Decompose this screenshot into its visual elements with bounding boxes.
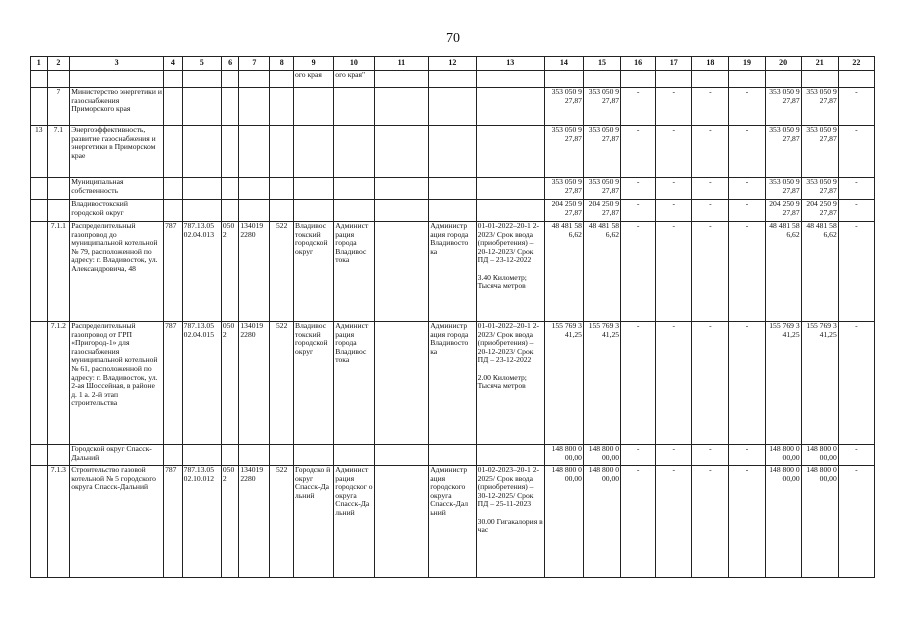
dash-cell: - xyxy=(729,445,765,466)
header-cell: 21 xyxy=(801,57,838,71)
amount-cell: 353 050 9 27,87 xyxy=(544,178,583,200)
table-cell: ого края xyxy=(294,71,334,88)
amount-cell: 148 800 0 00,00 xyxy=(801,445,838,466)
row-number: 7.1.3 xyxy=(47,466,70,578)
table-row xyxy=(31,222,875,322)
row-title: Распределительный газопровод от ГРП «Пригород-1» для газоснабжения муниципальной котельной № 61, расположенной по адресу: г. Владивосток, ул. 2-ая Шоссейная, в районе д. 1 а. 2-й этап строительства xyxy=(70,322,164,445)
dash-cell: - xyxy=(656,88,692,126)
amount-cell: 353 050 9 27,87 xyxy=(765,126,801,178)
row-title: Владивостокский городской округ xyxy=(70,200,164,222)
dash-cell: - xyxy=(729,126,765,178)
continuation-row xyxy=(31,71,875,88)
table-row xyxy=(31,178,875,200)
amount-cell: 204 250 9 27,87 xyxy=(801,200,838,222)
row-number: 7 xyxy=(47,88,70,126)
table-cell: 01-01-2022–20-1 2-2023/ Срок ввода (приобретения) – 20-12-2023/ Срок ПД – 23-12-2022 2.00 Километр; Тысяча метров xyxy=(476,322,544,445)
table-cell: 01-02-2023–20-1 2-2025/ Срок ввода (приобретения) – 30-12-2025/ Срок ПД – 25-11-2023 30.00 Гигакалория в час xyxy=(476,466,544,578)
table-cell: Администр ация города Владивосто ка xyxy=(429,322,476,445)
amount-cell: 353 050 9 27,87 xyxy=(765,178,801,200)
dash-cell: - xyxy=(838,466,874,578)
table-cell: Администр ация города Владивосто ка xyxy=(429,222,476,322)
dash-cell: - xyxy=(729,200,765,222)
dash-cell: - xyxy=(621,322,656,445)
amount-cell: 353 050 9 27,87 xyxy=(765,88,801,126)
amount-cell: 48 481 58 6,62 xyxy=(583,222,620,322)
header-cell: 16 xyxy=(621,57,656,71)
dash-cell: - xyxy=(656,126,692,178)
header-cell: 9 xyxy=(294,57,334,71)
dash-cell: - xyxy=(838,88,874,126)
row-title: Муниципальная собственность xyxy=(70,178,164,200)
row-number: 7.1.2 xyxy=(47,322,70,445)
dash-cell: - xyxy=(621,222,656,322)
table-cell: 787 xyxy=(164,466,183,578)
header-cell: 14 xyxy=(544,57,583,71)
header-cell: 2 xyxy=(47,57,70,71)
amount-cell: 155 769 3 41,25 xyxy=(801,322,838,445)
table-cell: 134019 2280 xyxy=(239,466,270,578)
amount-cell: 204 250 9 27,87 xyxy=(544,200,583,222)
row-title: Городской округ Спасск-Дальний xyxy=(70,445,164,466)
amount-cell: 148 800 0 00,00 xyxy=(544,466,583,578)
amount-cell: 353 050 9 27,87 xyxy=(583,88,620,126)
table-cell: 522 xyxy=(270,322,294,445)
header-cell: 10 xyxy=(334,57,374,71)
header-cell: 13 xyxy=(476,57,544,71)
header-cell: 1 xyxy=(31,57,48,71)
page-number: 70 xyxy=(446,31,460,46)
row-title: Строительство газовой котельной № 5 городского округа Спасск-Дальний xyxy=(70,466,164,578)
dash-cell: - xyxy=(838,200,874,222)
budget-table xyxy=(30,56,875,578)
dash-cell: - xyxy=(729,222,765,322)
dash-cell: - xyxy=(621,178,656,200)
header-cell: 11 xyxy=(374,57,429,71)
table-row xyxy=(31,322,875,445)
table-cell: 787.13.05 02.04.015 xyxy=(182,322,221,445)
table-row xyxy=(31,445,875,466)
dash-cell: - xyxy=(838,222,874,322)
table-cell: 134019 2280 xyxy=(239,322,270,445)
dash-cell: - xyxy=(692,126,729,178)
amount-cell: 155 769 3 41,25 xyxy=(583,322,620,445)
table-cell: Админист рация городског о округа Спасск-Да льний xyxy=(334,466,374,578)
table-cell: 01-01-2022–20-1 2-2023/ Срок ввода (приобретения) – 20-12-2023/ Срок ПД – 23-12-2022 3.40 Километр; Тысяча метров xyxy=(476,222,544,322)
dash-cell: - xyxy=(656,445,692,466)
dash-cell: - xyxy=(656,222,692,322)
amount-cell: 148 800 0 00,00 xyxy=(765,445,801,466)
header-cell: 18 xyxy=(692,57,729,71)
amount-cell: 48 481 58 6,62 xyxy=(801,222,838,322)
dash-cell: - xyxy=(656,200,692,222)
dash-cell: - xyxy=(621,126,656,178)
amount-cell: 353 050 9 27,87 xyxy=(583,178,620,200)
row-index: 13 xyxy=(31,126,48,178)
dash-cell: - xyxy=(656,178,692,200)
dash-cell: - xyxy=(729,178,765,200)
amount-cell: 353 050 9 27,87 xyxy=(544,126,583,178)
dash-cell: - xyxy=(729,322,765,445)
dash-cell: - xyxy=(838,126,874,178)
amount-cell: 353 050 9 27,87 xyxy=(583,126,620,178)
header-cell: 8 xyxy=(270,57,294,71)
amount-cell: 353 050 9 27,87 xyxy=(544,88,583,126)
dash-cell: - xyxy=(729,466,765,578)
header-cell: 5 xyxy=(182,57,221,71)
dash-cell: - xyxy=(621,445,656,466)
header-cell: 12 xyxy=(429,57,476,71)
table-cell: 787 xyxy=(164,322,183,445)
header-cell: 7 xyxy=(239,57,270,71)
table-cell: Владивос токский городской округ xyxy=(294,322,334,445)
dash-cell: - xyxy=(692,445,729,466)
header-cell: 19 xyxy=(729,57,765,71)
table-cell: 0502 xyxy=(221,322,239,445)
dash-cell: - xyxy=(692,322,729,445)
table-row xyxy=(31,126,875,178)
amount-cell: 353 050 9 27,87 xyxy=(801,126,838,178)
dash-cell: - xyxy=(621,466,656,578)
header-cell: 15 xyxy=(583,57,620,71)
dash-cell: - xyxy=(656,322,692,445)
table-cell: 522 xyxy=(270,466,294,578)
table-cell: 787 xyxy=(164,222,183,322)
header-cell: 4 xyxy=(164,57,183,71)
dash-cell: - xyxy=(838,445,874,466)
dash-cell: - xyxy=(838,322,874,445)
dash-cell: - xyxy=(838,178,874,200)
dash-cell: - xyxy=(656,466,692,578)
dash-cell: - xyxy=(692,88,729,126)
table-cell: Городско й округ Спасск-Да льний xyxy=(294,466,334,578)
table-cell: Администр ация городского округа Спасск-Дал ьний xyxy=(429,466,476,578)
amount-cell: 48 481 58 6,62 xyxy=(765,222,801,322)
header-cell: 6 xyxy=(221,57,239,71)
table-cell: Админист рация города Владивос тока xyxy=(334,222,374,322)
header-row xyxy=(31,57,875,71)
dash-cell: - xyxy=(692,178,729,200)
amount-cell: 148 800 0 00,00 xyxy=(583,466,620,578)
row-title: Энергоэффективность, развитие газоснабжения и энергетики в Приморском крае xyxy=(70,126,164,178)
table-cell: 787.13.05 02.04.013 xyxy=(182,222,221,322)
table-row xyxy=(31,200,875,222)
table-cell: Владивос токский городской округ xyxy=(294,222,334,322)
amount-cell: 353 050 9 27,87 xyxy=(801,178,838,200)
amount-cell: 148 800 0 00,00 xyxy=(583,445,620,466)
header-cell: 22 xyxy=(838,57,874,71)
dash-cell: - xyxy=(621,200,656,222)
amount-cell: 148 800 0 00,00 xyxy=(801,466,838,578)
amount-cell: 148 800 0 00,00 xyxy=(544,445,583,466)
table-cell: 787.13.05 02.10.012 xyxy=(182,466,221,578)
dash-cell: - xyxy=(692,222,729,322)
table-cell: 522 xyxy=(270,222,294,322)
row-title: Распределительный газопровод до муниципальной котельной № 79, расположенной по адресу: г. Владивосток, ул. Александровича, 48 xyxy=(70,222,164,322)
row-title: Министерство энергетики и газоснабжения Приморского края xyxy=(70,88,164,126)
amount-cell: 353 050 9 27,87 xyxy=(801,88,838,126)
amount-cell: 155 769 3 41,25 xyxy=(765,322,801,445)
table-cell: 0502 xyxy=(221,222,239,322)
amount-cell: 204 250 9 27,87 xyxy=(583,200,620,222)
dash-cell: - xyxy=(692,466,729,578)
header-cell: 17 xyxy=(656,57,692,71)
amount-cell: 48 481 58 6,62 xyxy=(544,222,583,322)
table-row xyxy=(31,88,875,126)
table-cell: Админист рация города Владивос тока xyxy=(334,322,374,445)
table-cell: 134019 2280 xyxy=(239,222,270,322)
amount-cell: 204 250 9 27,87 xyxy=(765,200,801,222)
table-row xyxy=(31,466,875,578)
dash-cell: - xyxy=(729,88,765,126)
dash-cell: - xyxy=(621,88,656,126)
row-number: 7.1 xyxy=(47,126,70,178)
amount-cell: 155 769 3 41,25 xyxy=(544,322,583,445)
table-cell: ого края" xyxy=(334,71,374,88)
dash-cell: - xyxy=(692,200,729,222)
row-number: 7.1.1 xyxy=(47,222,70,322)
amount-cell: 148 800 0 00,00 xyxy=(765,466,801,578)
header-cell: 20 xyxy=(765,57,801,71)
table-cell: 0502 xyxy=(221,466,239,578)
header-cell: 3 xyxy=(70,57,164,71)
